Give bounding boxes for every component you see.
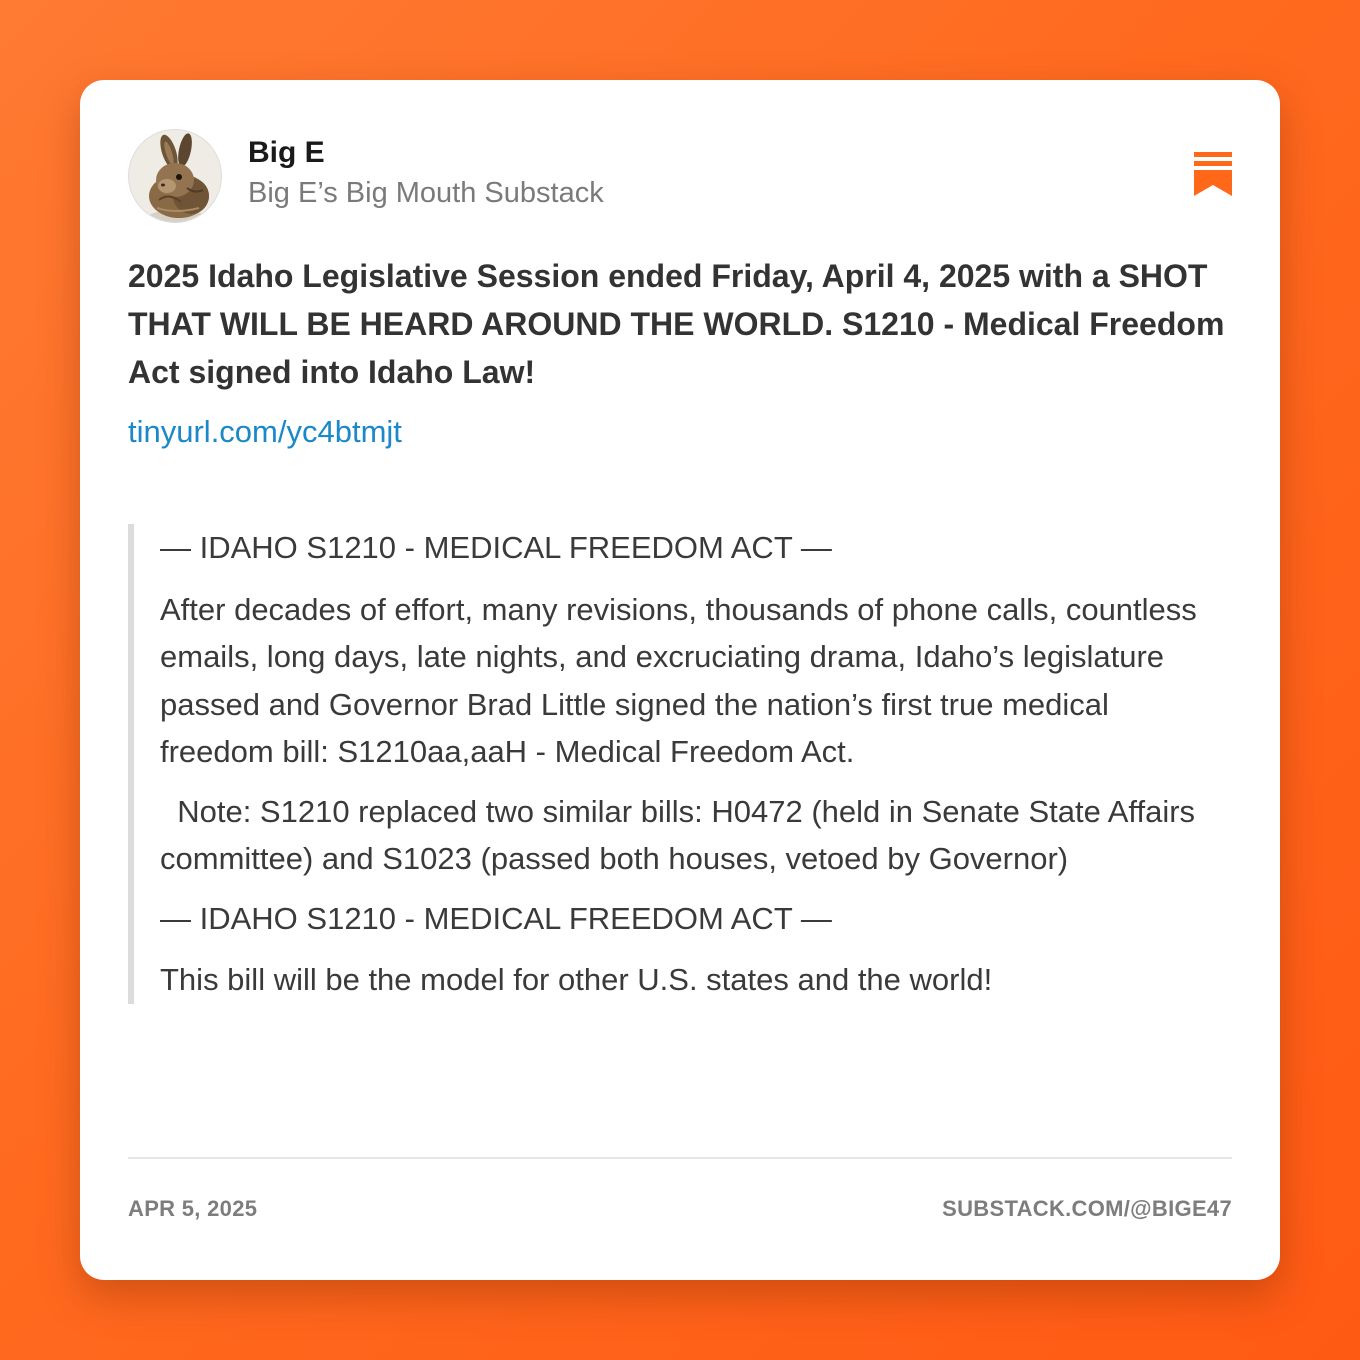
post-footer (128, 1196, 1232, 1222)
post-title[interactable]: 2025 Idaho Legislative Session ended Friday, April 4, 2025 with a SHOT THAT WILL BE HEARD AROUND THE WORLD. S1210 - Medical Freedom Act signed into Idaho Law! (128, 258, 1225, 390)
post-link[interactable]: tinyurl.com/yc4btmjt (128, 414, 402, 449)
substack-bookmark-icon[interactable] (1194, 152, 1232, 196)
rabbit-photo-icon (129, 130, 222, 223)
quote-heading: — IDAHO S1210 - MEDICAL FREEDOM ACT — (160, 900, 832, 936)
author-block (248, 133, 604, 213)
quote-note: Note: S1210 replaced two similar bills: H0472 (held in Senate State Affairs committee) and S1023 (passed both houses, vetoed by Governor) (160, 793, 1196, 876)
author-name[interactable]: Big E (248, 136, 325, 169)
post-date: APR 5, 2025 (128, 1196, 258, 1221)
post-card (80, 80, 1280, 1280)
post-source[interactable]: SUBSTACK.COM/@BIGE47 (942, 1196, 1232, 1221)
quote-heading: — IDAHO S1210 - MEDICAL FREEDOM ACT — (160, 530, 832, 565)
quote-paragraph: This bill will be the model for other U.S. states and the world! (160, 962, 993, 997)
post-header (128, 128, 1232, 224)
avatar[interactable] (128, 129, 222, 223)
quote-paragraph: After decades of effort, many revisions, thousands of phone calls, countless emails, long days, late nights, and excruciating drama, Idaho’s legislature passed and Governor Brad Little signed the nation’s first true medical freedom bill: S1210aa,aaH - Medical Freedom Act. (160, 591, 1197, 769)
blockquote (128, 524, 1230, 1004)
publication-name[interactable]: Big E’s Big Mouth Substack (248, 177, 604, 209)
divider (128, 1157, 1232, 1159)
